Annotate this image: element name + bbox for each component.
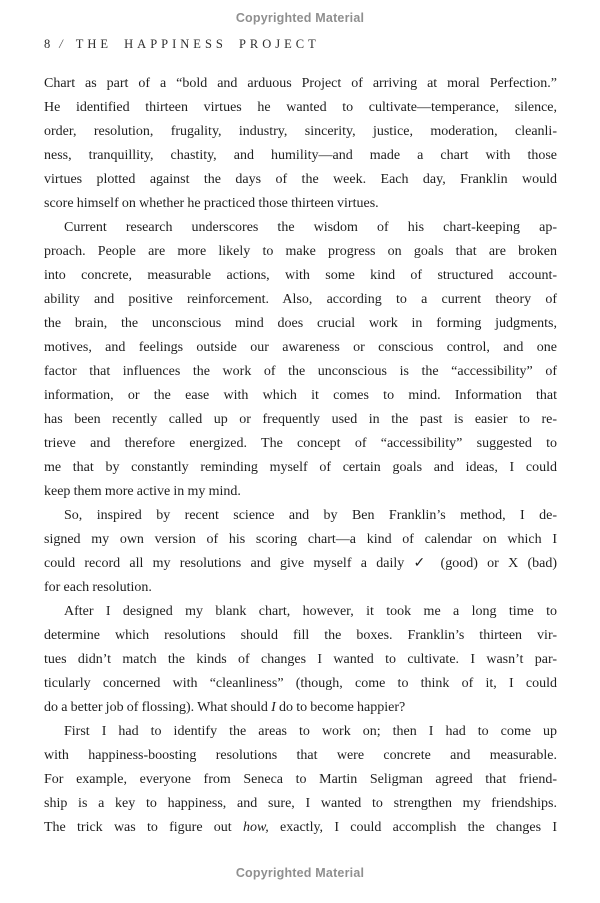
running-header [44, 37, 320, 52]
text-run: For example, everyone from Seneca to Martin Seligman agreed that friend- [44, 772, 557, 787]
text-line [44, 192, 557, 216]
text-line [44, 240, 557, 264]
text-line [44, 480, 557, 504]
text-line [44, 600, 557, 624]
text-run: score himself on whether he practiced those thirteen virtues. [44, 196, 379, 211]
text-line [44, 576, 557, 600]
paragraph [44, 504, 557, 600]
text-run: trieve and therefore energized. The concept of “accessibility” suggested to [44, 436, 557, 451]
text-run: proach. People are more likely to make progress on goals that are broken [44, 244, 557, 259]
text-line [44, 432, 557, 456]
text-run: ticularly concerned with “cleanliness” (though, come to think of it, I could [44, 676, 557, 691]
text-run: do a better job of flossing). What should [44, 700, 272, 715]
text-run: ship is a key to happiness, and sure, I wanted to strengthen my friendships. [44, 796, 557, 811]
text-run: with happiness-boosting resolutions that were concrete and measurable. [44, 748, 557, 763]
text-run: Current research underscores the wisdom of his chart-keeping ap- [64, 220, 557, 235]
text-line [44, 72, 557, 96]
text-run: tues didn’t match the kinds of changes I wanted to cultivate. I wasn’t par- [44, 652, 557, 667]
text-run: determine which resolutions should fill the boxes. Franklin’s thirteen vir- [44, 628, 557, 643]
text-line [44, 624, 557, 648]
text-run: He identified thirteen virtues he wanted to cultivate—temperance, silence, [44, 100, 557, 115]
text-line [44, 312, 557, 336]
text-run: Chart as part of a “bold and arduous Project of arriving at moral Perfection.” [44, 76, 557, 91]
text-run: First I had to identify the areas to work on; then I had to come up [64, 724, 557, 739]
text-run: ability and positive reinforcement. Also, according to a current theory of [44, 292, 557, 307]
text-line [44, 336, 557, 360]
paragraph [44, 72, 557, 216]
text-run: After I designed my blank chart, however, it took me a long time to [64, 604, 557, 619]
text-run: into concrete, measurable actions, with some kind of structured account- [44, 268, 557, 283]
text-line [44, 288, 557, 312]
text-line [44, 360, 557, 384]
text-run: me that by constantly reminding myself of certain goals and ideas, I could [44, 460, 557, 475]
text-run: exactly, I could accomplish the changes I [268, 820, 557, 835]
text-line [44, 696, 557, 720]
text-line [44, 456, 557, 480]
text-line [44, 552, 557, 576]
page-number: 8 [44, 37, 55, 51]
italic-text-run: I [271, 700, 276, 715]
text-line [44, 528, 557, 552]
text-run: signed my own version of his scoring chart—a kind of calendar on which I [44, 532, 557, 547]
italic-text-run: how, [242, 820, 269, 835]
text-line [44, 768, 557, 792]
text-run: motives, and feelings outside our awareness or conscious control, and one [44, 340, 557, 355]
text-line [44, 96, 557, 120]
text-run: do to become happier? [275, 700, 406, 715]
text-line [44, 504, 557, 528]
paragraph [44, 600, 557, 720]
copyright-banner-bottom: Copyrighted Material [235, 866, 365, 880]
text-line [44, 792, 557, 816]
text-line [44, 648, 557, 672]
page-body [44, 72, 557, 840]
text-line [44, 168, 557, 192]
text-run: virtues plotted against the days of the week. Each day, Franklin would [44, 172, 557, 187]
text-run: information, or the ease with which it comes to mind. Information that [44, 388, 557, 403]
text-line [44, 144, 557, 168]
paragraph [44, 720, 557, 840]
text-run: the brain, the unconscious mind does crucial work in forming judgments, [44, 316, 557, 331]
text-run: has been recently called up or frequently used in the past is easier to re- [44, 412, 557, 427]
text-line [44, 672, 557, 696]
text-run: factor that influences the work of the unconscious is the “accessibility” of [44, 364, 557, 379]
text-run: keep them more active in my mind. [44, 484, 241, 499]
copyright-banner-top: Copyrighted Material [235, 11, 365, 25]
text-run: could record all my resolutions and give myself a daily ✓ (good) or X (bad) [44, 556, 557, 571]
text-line [44, 384, 557, 408]
text-line [44, 816, 557, 840]
text-run: order, resolution, frugality, industry, sincerity, justice, moderation, cleanli- [44, 124, 557, 139]
text-run: The trick was to figure out [44, 820, 243, 835]
text-line [44, 216, 557, 240]
text-run: for each resolution. [44, 580, 152, 595]
book-title: THE HAPPINESS PROJECT [75, 37, 320, 51]
text-line [44, 120, 557, 144]
text-run: ness, tranquillity, chastity, and humility—and made a chart with those [44, 148, 557, 163]
text-line [44, 264, 557, 288]
paragraph [44, 216, 557, 504]
text-line [44, 744, 557, 768]
text-line [44, 720, 557, 744]
header-separator: / [59, 37, 67, 51]
text-run: So, inspired by recent science and by Ben Franklin’s method, I de- [64, 508, 557, 523]
text-line [44, 408, 557, 432]
